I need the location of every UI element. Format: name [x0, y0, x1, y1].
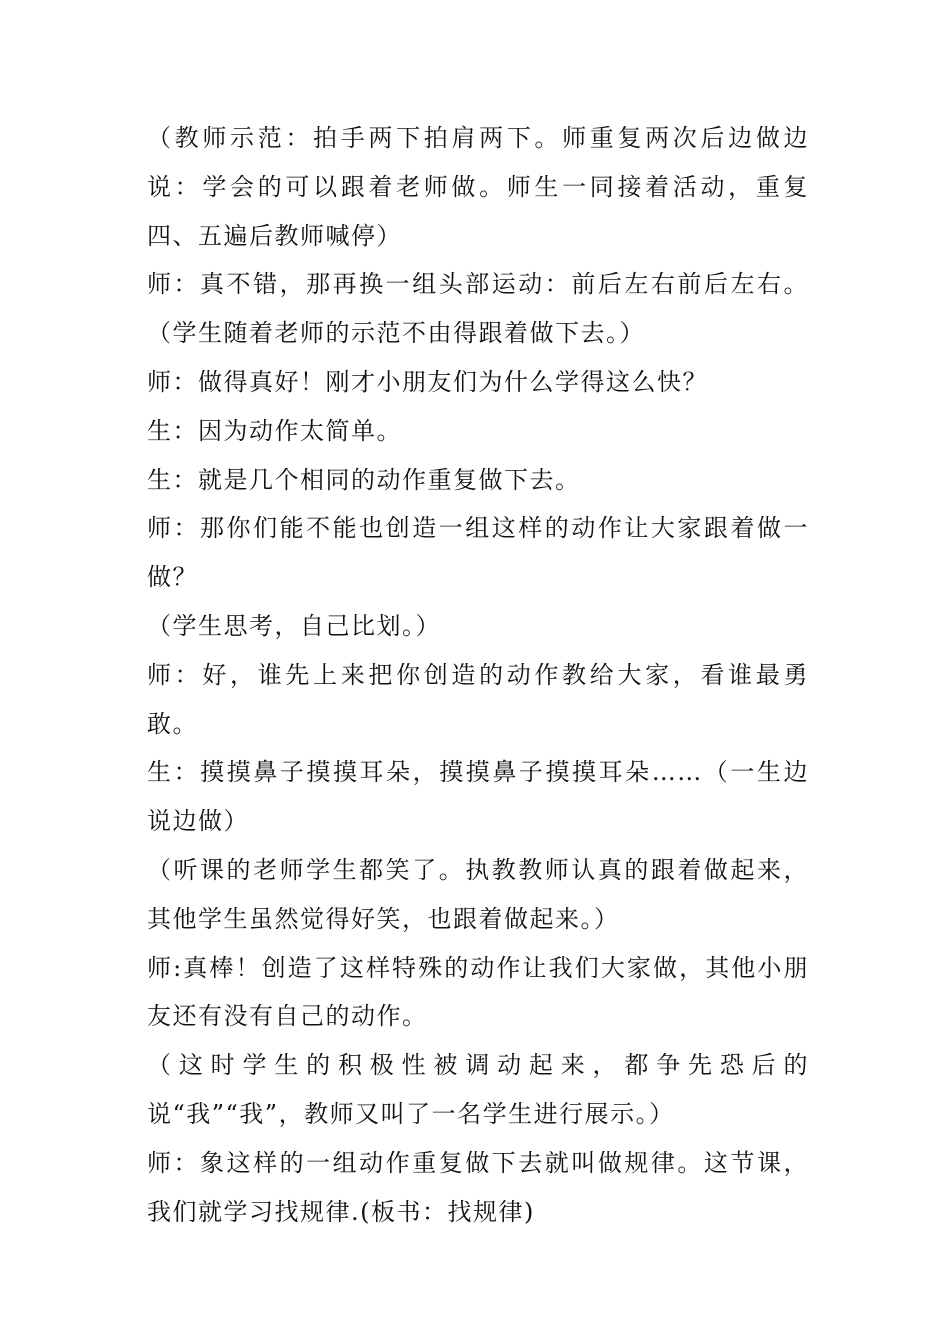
document-body: [147, 114, 809, 1236]
paragraph-who-first: 师：好，谁先上来把你创造的动作教给大家，看谁最勇敢。: [147, 660, 809, 738]
paragraph-repeat-actions: 生：就是几个相同的动作重复做下去。: [147, 465, 581, 494]
paragraph-great-job: 师:真棒！创造了这样特殊的动作让我们大家做，其他小朋友还有没有自己的动作。: [147, 953, 809, 1031]
paragraph-create-actions: 师：那你们能不能也创造一组这样的动作让大家跟着做一做？: [147, 514, 809, 592]
paragraph-students-eager: （这时学生的积极性被调动起来，都争先恐后的说“我”“我”，教师又叫了一名学生进行展示。）: [147, 1051, 809, 1128]
paragraph-students-think: （学生思考，自己比划。）: [147, 611, 441, 640]
paragraph-too-simple: 生：因为动作太简单。: [147, 416, 402, 445]
paragraph-touch-nose: 生：摸摸鼻子摸摸耳朵，摸摸鼻子摸摸耳朵……（一生边说边做）: [147, 758, 809, 836]
paragraph-head-exercise: 师：真不错，那再换一组头部运动：前后左右前后左右。（学生随着老师的示范不由得跟着做下去。）: [147, 270, 809, 348]
paragraph-audience-laugh: （听课的老师学生都笑了。执教教师认真的跟着做起来，其他学生虽然觉得好笑，也跟着做起来。）: [147, 855, 809, 933]
paragraph-why-fast: 师：做得真好！刚才小朋友们为什么学得这么快？: [147, 367, 708, 396]
paragraph-find-pattern: 师：象这样的一组动作重复做下去就叫做规律。这节课，我们就学习找规律.(板书：找规律): [147, 1148, 809, 1226]
paragraph-teacher-demo: （教师示范：拍手两下拍肩两下。师重复两次后边做边说：学会的可以跟着老师做。师生一同接着活动，重复四、五遍后教师喊停）: [147, 124, 809, 250]
